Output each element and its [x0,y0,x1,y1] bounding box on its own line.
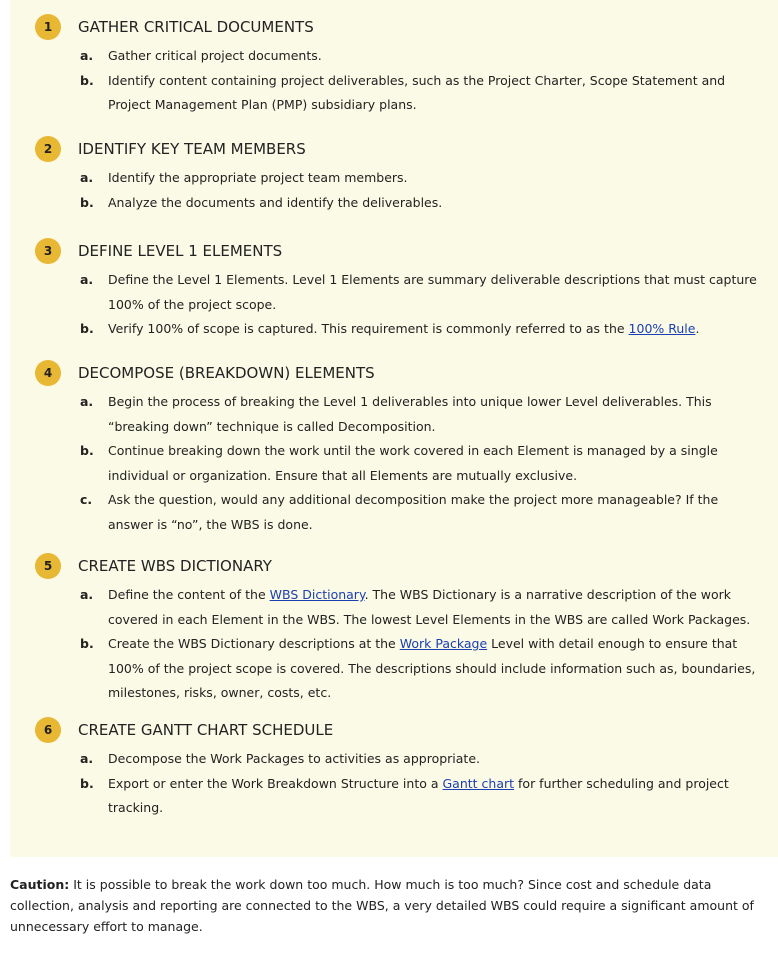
step-number-badge: 1 [35,14,61,40]
step-title: CREATE WBS DICTIONARY [78,557,272,575]
step-number-badge: 2 [35,136,61,162]
list-item: b. Identify content containing project deliverables, such as the Project Charter, Scope Statement and Project Management Plan (PMP) subsidiary plans. [80,72,726,112]
step-title: GATHER CRITICAL DOCUMENTS [78,18,314,36]
link-gantt-chart[interactable]: Gantt chart [442,775,515,791]
list-item: a. Decompose the Work Packages to activities as appropriate. [80,751,480,766]
caution-note [10,874,766,937]
list-item: b. Create the WBS Dictionary descriptions at the Work Package Level with detail enough to ensure that 100% of the project scope is covered. The descriptions should include information such as, boundaries, milestones, risks, owner, costs, etc. [80,636,756,700]
list-item: a. Begin the process of breaking the Level 1 deliverables into unique lower Level deliverables. This “breaking down” technique is called Decomposition. [80,394,712,434]
caution-text: It is possible to break the work down too much. How much is too much? Since cost and schedule data collection, analysis and reporting are connected to the WBS, a very detailed WBS could require a significant amount of unnecessary effort to manage. [10,877,754,934]
list-item: c. Ask the question, would any additional decomposition make the project more manageable? If the answer is “no”, the WBS is done. [80,492,719,532]
step-5 [10,551,778,706]
link-100-percent-rule[interactable]: 100% Rule [628,321,696,336]
step-title: DECOMPOSE (BREAKDOWN) ELEMENTS [78,364,375,382]
step-title: DEFINE LEVEL 1 ELEMENTS [78,242,283,260]
list-item: b. Verify 100% of scope is captured. This requirement is commonly referred to as the 100% Rule. [80,321,700,336]
list-item: b. Analyze the documents and identify the deliverables. [80,194,443,210]
caution-label: Caution: [10,877,70,892]
list-item: b. Continue breaking down the work until the work covered in each Element is managed by a single individual or organization. Ensure that all Elements are mutually exclusive. [80,443,718,483]
step-6 [10,715,778,821]
list-item: a. Define the Level 1 Elements. Level 1 Elements are summary deliverable descriptions that must capture 100% of the project scope. [80,272,757,312]
list-item: a. Gather critical project documents. [80,48,322,63]
link-work-package[interactable]: Work Package [399,636,488,651]
step-2 [10,134,778,215]
step-1 [10,12,778,118]
list-item: a. Identify the appropriate project team members. [80,170,408,185]
step-number-badge: 5 [35,553,61,579]
link-wbs-dictionary[interactable]: WBS Dictionary [269,587,365,602]
step-number-badge: 6 [35,717,61,743]
steps-panel [10,0,778,857]
step-number-badge: 4 [35,360,61,386]
step-title: CREATE GANTT CHART SCHEDULE [78,721,334,739]
step-number-badge: 3 [35,238,61,264]
step-title: IDENTIFY KEY TEAM MEMBERS [78,140,306,158]
list-item: a. Define the content of the WBS Dictionary. The WBS Dictionary is a narrative description of the work covered in each Element in the WBS. The lowest Level Elements in the WBS are called Work Packages. [80,587,751,627]
step-4 [10,358,778,537]
step-3 [10,236,778,342]
list-item: b. Export or enter the Work Breakdown Structure into a Gantt chart for further scheduling and project tracking. [80,775,729,815]
